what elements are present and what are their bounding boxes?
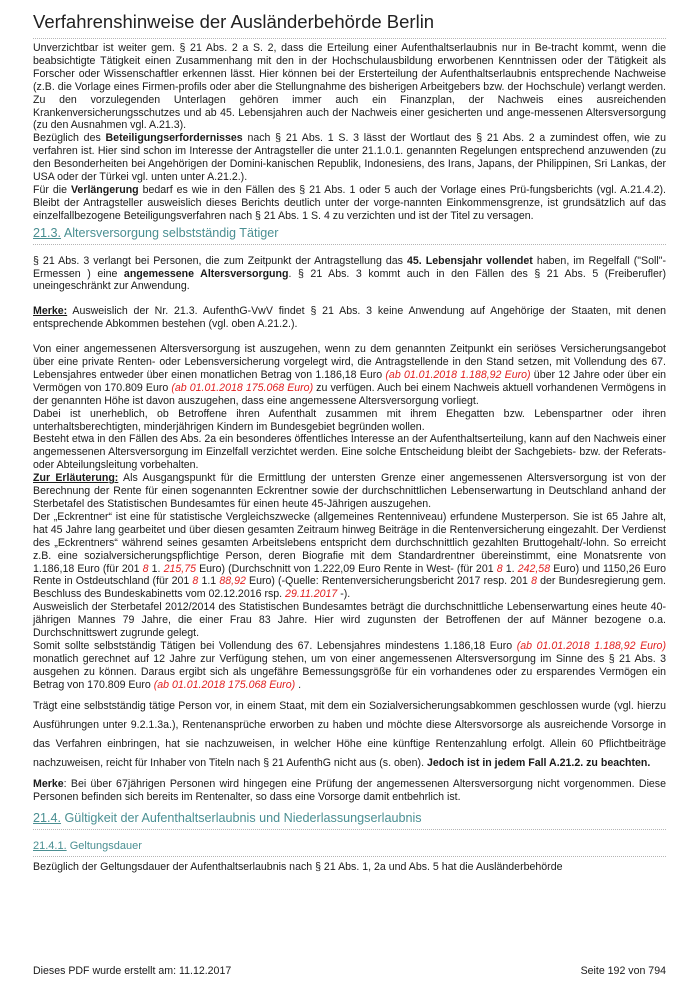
text-run: der Bundesregierung gem. Beschluss des Bundeskabinetts vom 02.12.2016 rsp. bbox=[33, 575, 666, 601]
paragraph-family: Dabei ist unerheblich, ob Betroffene ihren Aufenthalt zusammen mit ihrem Ehegatten bzw. Lebenspartner oder ihren unterhaltsberechtigten, minderjährigen Kindern im Bundesgebiet begründen wollen. bbox=[33, 407, 666, 433]
note-label: Merke: bbox=[33, 305, 68, 318]
text-run: Der „Eckrentner“ ist eine für statistische Vergleichszwecke (allgemeines Rentenniveau) erfundene Musterperson. Sie ist 65 Jahre alt, hat 45 Jahre lang gearbeitet und über diesen gesamten Zeitraum hinweg Beiträge in die Rentenversicherung eingezahlt. Der Verdienst des „Eckrentners“ während seines gesamten Arbeitslebens entspricht dem durchschnittlich gezahlten Bruttogehalt/-lohn. So erreicht z.B. eine sozialversicherungspflichtige Person, deren Biografie mit dem Standardrentner übereinstimmt, eine Monatsrente von 1.186,18 Euro (für 201 bbox=[33, 510, 666, 575]
paragraph-social-security bbox=[33, 697, 666, 773]
paragraph-eckrentner bbox=[33, 511, 666, 601]
subsection-heading-21-4-1 bbox=[33, 840, 666, 857]
paragraph-extension bbox=[33, 184, 666, 223]
text-run: über 12 Jahre oder über ein Vermögen von 170.809 Euro bbox=[33, 368, 666, 394]
amended-value: 8 bbox=[496, 562, 503, 575]
text-run: -). bbox=[337, 588, 351, 601]
spacer bbox=[33, 803, 666, 808]
amended-amount: (ab 01.01.2018 1.188,92 Euro) bbox=[385, 368, 531, 381]
emphasis-participation: Beteiligungserfordernisses bbox=[105, 132, 243, 145]
page-number: Seite 192 von 794 bbox=[580, 965, 666, 977]
spacer bbox=[33, 331, 666, 343]
section-heading-21-3 bbox=[33, 227, 666, 245]
subsection-number-link[interactable]: 21.4.1. bbox=[33, 840, 67, 853]
subsection-title: Geltungsdauer bbox=[69, 840, 142, 853]
text-run: monatlich gerechnet auf 12 Jahre zur Verfügung stehen, um von einer angemessenen Altersversorgung im Sinne des § 21 Abs. 3 ausgehen zu können. Daraus ergibt sich als ungefähre Bemessungsgröße für ein vorhandenes oder zu ersparendes Vermögen ein Betrag von 170.809 Euro bbox=[33, 652, 666, 691]
amended-value: 88,92 bbox=[219, 575, 246, 588]
paragraph-requirements: Unverzichtbar ist weiter gem. § 21 Abs. 2 a S. 2, dass die Erteilung einer Aufenthaltserlaubnis nur in Be-tracht kommt, wenn die beabsichtigte Tätigkeit einen Zusammenhang mit den in der Hochschulausbildung erworbenen Kenntnissen oder der Tätigkeit als Forscher oder Wissenschaftler erkennen lässt. Hier können bei der Ersterteilung der Aufenthaltserlaubnis entsprechende Nachweise (z.B. die Vorlage eines Firmen-profils oder aber die Stellungnahme des bisherigen Arbeitgebers bzw. der Hochschule) verlangt werden. Zu den vorzulegenden Unterlagen gehören immer auch ein Finanzplan, der Nachweis eines ausreichenden Krankenversicherungsschutzes und ab 45. Lebensjahren auch der Nachweis einer gesicherten und ange-messenen Altersversorgung (zu den Ausnahmen vgl. A.21.3). bbox=[33, 42, 666, 132]
created-date: Dieses PDF wurde erstellt am: 11.12.2017 bbox=[33, 965, 232, 977]
text-run: 1. bbox=[148, 562, 164, 575]
emphasis-age: 45. Lebensjahr vollendet bbox=[407, 254, 533, 267]
paragraph-note-over-67 bbox=[33, 778, 666, 804]
paragraph-minimum-amount bbox=[33, 640, 666, 692]
paragraph-note-agreements bbox=[33, 305, 666, 331]
text-run: . § 21 Abs. 3 kommt auch in den Fällen des § 21 Abs. 5 (Freiberufler) uneingeschränkt zur Anwendung. bbox=[33, 267, 666, 293]
paragraph-public-interest: Besteht etwa in den Fällen des Abs. 2a ein besonderes öffentliches Interesse an der Aufenthaltserteilung, kann auf den Nachweis einer angemessenen Altersversorgung im Einzelfall verzichtet werden. Eine solche Entscheidung bleibt der Sachgebiets- bzw. der Referats- oder Abteilungsleitung vorbehalten. bbox=[33, 433, 666, 472]
text-run: Für die bbox=[33, 183, 71, 196]
amended-value: 29.11.2017 bbox=[285, 588, 338, 601]
text-run: § 21 Abs. 3 verlangt bei Personen, die zum Zeitpunkt der Antragstellung das bbox=[33, 254, 407, 267]
text-run: bedarf es wie in den Fällen des § 21 Abs. 1 oder 5 auch der Vorlage eines Prü-fungsberichts (vgl. A.21.4.2). Bleibt der Antragsteller ausweislich dieses Berichts deutlich unter der vorge-nannten Einkommensgrenze, ist grundsätzlich auf das einzelfallbezogene Beteiligungsverfahren nach § 21 Abs. 1 S. 4 zu verzichten und ist der Titel zu versagen. bbox=[33, 183, 666, 222]
emphasis-extension: Verlängerung bbox=[70, 183, 139, 196]
amended-value: 215,75 bbox=[163, 562, 196, 575]
section-number-link[interactable]: 21.4. bbox=[33, 811, 62, 826]
page-title: Verfahrenshinweise der Ausländerbehörde Berlin bbox=[33, 11, 666, 39]
text-run: 1.1 bbox=[198, 575, 220, 588]
text-run: Bezüglich des bbox=[33, 132, 106, 145]
section-title: Altersversorgung selbstständig Tätiger bbox=[63, 225, 279, 240]
text-run: Von einer angemessenen Altersversorgung ist auszugehen, wenn zu dem genannten Zeitpunkt ein seriöses Versicherungsangebot über eine private Renten- oder Lebensversicherung vorgelegt wird, die Antragstellende in den Stand setzen, mit Vollendung des 67. Lebensjahres entweder über einen monatlichen Betrag von 1.186,18 Euro bbox=[33, 343, 666, 381]
amended-amount: (ab 01.01.2018 175.068 Euro) bbox=[171, 381, 314, 394]
page-footer bbox=[33, 965, 666, 977]
text-run: zu verfügen. Auch bei einem Nachweis aktuell vorhandenen Vermögens in der genannten Höhe ist davon auszugehen, dass eine angemessene Altersversorgung vorliegt. bbox=[33, 381, 666, 407]
amended-amount: (ab 01.01.2018 1.188,92 Euro) bbox=[516, 639, 666, 652]
document-page bbox=[33, 0, 666, 990]
text-run: Euro) (-Quelle: Rentenversicherungsbericht 2017 resp. 201 bbox=[245, 575, 532, 588]
text-run: 1. bbox=[502, 562, 518, 575]
text-run: Ausweislich der Nr. 21.3. AufenthG-VwV findet § 21 Abs. 3 keine Anwendung auf Angehörige der Staaten, mit denen entsprechende Abkommen bestehen (vgl. oben A.21.2.). bbox=[33, 305, 666, 331]
amended-amount: (ab 01.01.2018 175.068 Euro) bbox=[153, 678, 296, 691]
explanation-label: Zur Erläuterung: bbox=[33, 472, 119, 485]
amended-value: 8 bbox=[142, 562, 149, 575]
paragraph-adequate-pension bbox=[33, 343, 666, 408]
paragraph-age-requirement bbox=[33, 255, 666, 294]
amended-value: 242,58 bbox=[517, 562, 551, 575]
paragraph-life-expectancy: Ausweislich der Sterbetafel 2012/2014 des Statistischen Bundesamtes beträgt die durchschnittliche Lebenserwartung eines heute 40-jährigen Mannes 79 Jahre, die einer Frau 83 Jahre. Hier wird zugunsten der Betroffenen der auf Männer bezogene o.a. Durchschnittswert zugrunde gelegt. bbox=[33, 601, 666, 640]
text-run: Trägt eine selbstständig tätige Person vor, in einem Staat, mit dem ein Sozialversicherungsabkommen geschlossen wurde (vgl. hierzu Ausführungen unter 9.2.1.3a.), Rentenansprüche erworben zu haben und möchte diese Altersvorsorge als ausreichende Vorsorge in das Verfahren einbringen, hat sie nachzuweisen, in welcher Höhe eine künftige Rentenzahlung erfolgt. Allein 60 Pflichtbeiträge nachzuweisen, reicht für Inhaber von Titeln nach § 21 AufenthG nicht aus (s. oben). bbox=[33, 699, 666, 769]
text-run: haben, im Regelfall ("Soll"-Ermessen ) eine bbox=[33, 254, 667, 280]
text-run: Euro) und 1150,26 Euro Rente in Ostdeutschland (für 201 bbox=[33, 562, 666, 588]
emphasis-pension: angemessene Altersversorgung bbox=[123, 267, 289, 280]
section-title: Gültigkeit der Aufenthaltserlaubnis und Niederlassungserlaubnis bbox=[64, 811, 422, 826]
document-body bbox=[33, 42, 666, 874]
paragraph-participation bbox=[33, 132, 666, 184]
text-run: Euro) (Durchschnitt von 1.222,09 Euro Rente in West- (für 201 bbox=[195, 562, 497, 575]
text-run: : Bei über 67jährigen Personen wird hingegen eine Prüfung der angemessenen Altersversorgung nicht vorgenommen. Diese Personen befinden sich bereits im Rentenalter, so dass eine Vorsorge damit entbehrlich ist. bbox=[33, 777, 666, 803]
emphasis-note: Jedoch ist in jedem Fall A.21.2. zu beachten. bbox=[426, 756, 651, 769]
section-number-link[interactable]: 21.3. bbox=[33, 225, 62, 240]
amended-value: 8 bbox=[192, 575, 199, 588]
spacer bbox=[33, 293, 666, 305]
text-run: . bbox=[295, 678, 302, 691]
paragraph-explanation bbox=[33, 472, 666, 511]
section-heading-21-4 bbox=[33, 812, 666, 830]
text-run: Als Ausgangspunkt für die Ermittlung der untersten Grenze einer angemessenen Altersversorgung ist von der Berechnung der Rente für einen sogenannten Eckrentner sowie der durchschnittlichen Lebenserwartung in Deutschland anhand der Sterbetafel des Statistischen Bundesamtes für einen heute 45-Jährigen auszugehen. bbox=[33, 472, 666, 510]
text-run: Somit sollte selbstständig Tätigen bei Vollendung des 67. Lebensjahres mindestens 1.186,18 Euro bbox=[33, 639, 517, 652]
amended-value: 8 bbox=[531, 575, 537, 588]
note-label: Merke bbox=[33, 777, 64, 790]
paragraph-validity: Bezüglich der Geltungsdauer der Aufenthaltserlaubnis nach § 21 Abs. 1, 2a und Abs. 5 hat die Ausländerbehörde bbox=[33, 861, 563, 874]
text-run: nach § 21 Abs. 1 S. 3 lässt der Wortlaut des § 21 Abs. 2 a zumindest offen, wie zu verfahren ist. Hier sind schon im Interesse der Antragsteller die unter 21.1.0.1. genannten Regelungen entsprechend anzuwenden (zu den Besonderheiten bei Angehörigen der Domini-kanischen Republik, Indonesiens, des Irans, Japans, der Philippinen, Sri Lankas, der USA oder der Türkei vgl. unten unter A.21.2.). bbox=[33, 132, 666, 184]
